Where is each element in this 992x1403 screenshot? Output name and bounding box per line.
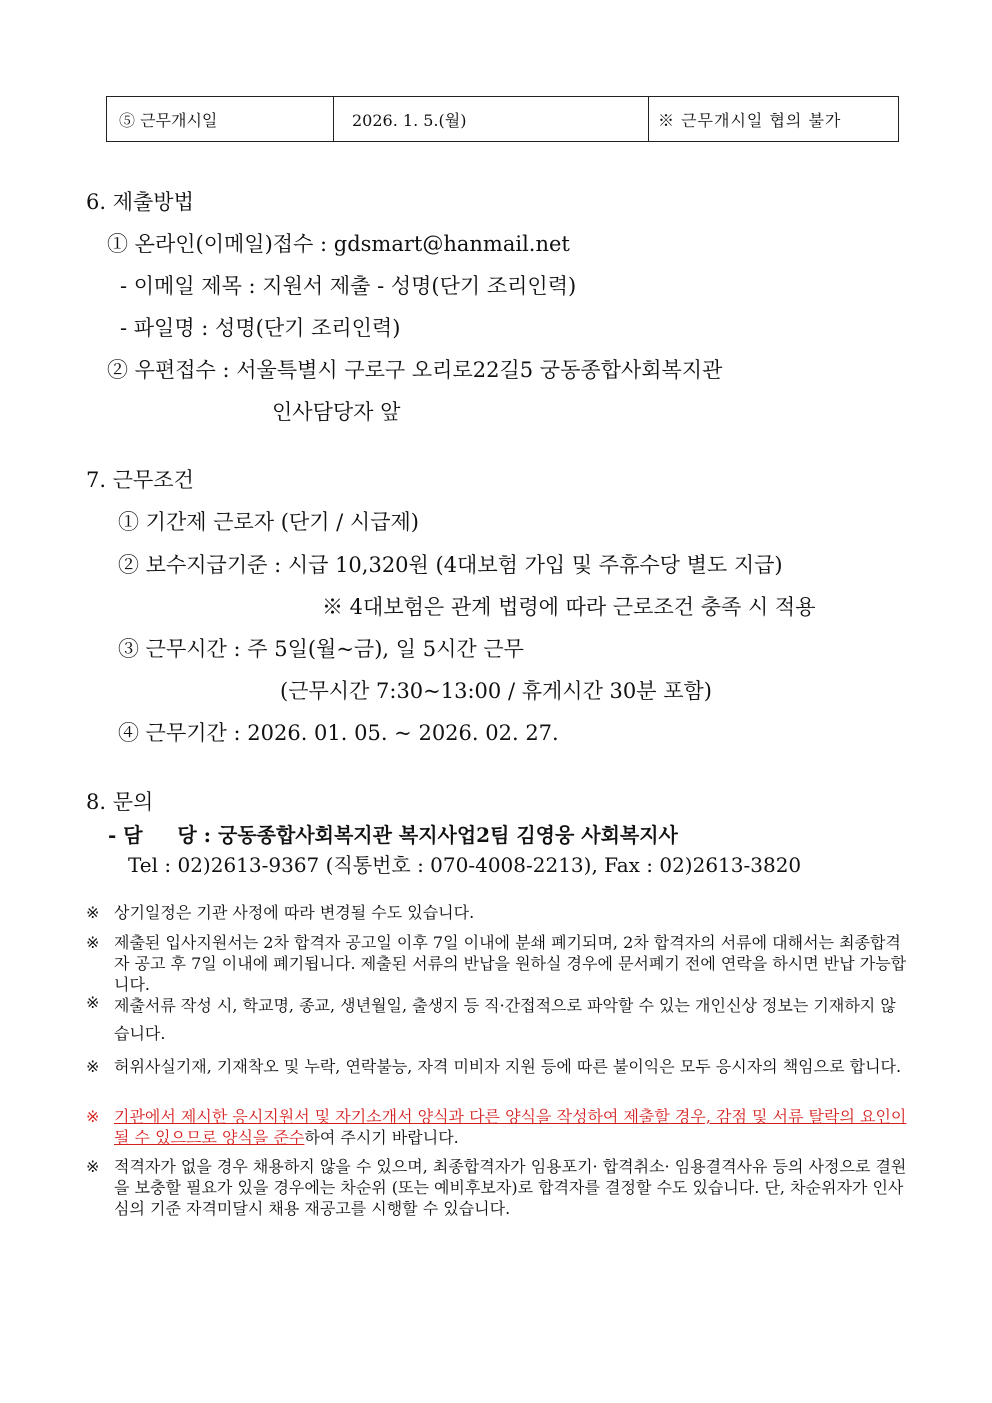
note-mark: ※ — [86, 1107, 100, 1126]
section-8-title: 8. 문의 — [86, 790, 154, 814]
start-date-note: ※ 근무개시일 협의 불가 — [658, 110, 842, 130]
work-hours: ③ 근무시간 : 주 5일(월~금), 일 5시간 근무 — [118, 637, 524, 661]
pay-standard: ② 보수지급기준 : 시급 10,320원 (4대보험 가입 및 주휴수당 별도 지급) — [118, 553, 783, 577]
note-6-text: 적격자가 없을 경우 채용하지 않을 수 있으며, 최종합격자가 임용포기· 합격취소· 임용결격사유 등의 사정으로 결원을 보충할 필요가 있을 경우에는 차순위 (또는 예비후보자)로 합격자를 결정할 수도 있습니다. 단, 차순위자가 인사심의 기준 자격미달시 채용 재공고를 시행할 수 있습니다. — [114, 1157, 907, 1218]
note-mark: ※ — [86, 1157, 100, 1176]
insurance-note: ※ 4대보험은 관계 법령에 따라 근로조건 충족 시 적용 — [322, 595, 816, 619]
note-6 — [86, 1156, 910, 1219]
note-2 — [86, 932, 910, 995]
note-1 — [86, 902, 910, 923]
submit-email-subject: - 이메일 제목 : 지원서 제출 - 성명(단기 조리인력) — [120, 274, 577, 298]
note-5-tail: 하여 주시기 바랍니다. — [304, 1128, 459, 1147]
submit-post-recipient: 인사담당자 앞 — [272, 400, 401, 424]
note-4 — [86, 1056, 910, 1077]
note-mark: ※ — [86, 1057, 100, 1076]
contact-phone-fax: Tel : 02)2613-9367 (직통번호 : 070-4008-2213), Fax : 02)2613-3820 — [128, 853, 802, 877]
note-mark: ※ — [86, 903, 100, 922]
submit-post: ② 우편접수 : 서울특별시 구로구 오리로22길5 궁동종합사회복지관 — [107, 358, 723, 382]
start-date-value: 2026. 1. 5.(월) — [334, 97, 649, 141]
submit-file-name: - 파일명 : 성명(단기 조리인력) — [120, 316, 401, 340]
section-7-title: 7. 근무조건 — [86, 468, 194, 492]
note-3 — [86, 992, 910, 1048]
note-2-text: 제출된 입사지원서는 2차 합격자 공고일 이후 7일 이내에 분쇄 폐기되며, 2차 합격자의 서류에 대해서는 최종합격자 공고 후 7일 이내에 폐기됩니다. 제출된 서류의 반납을 원하실 경우에 문서폐기 전에 연락을 하시면 반납 가능합니다. — [114, 933, 907, 994]
start-date-table — [106, 96, 899, 142]
note-5-warning: 기관에서 제시한 응시지원서 및 자기소개서 양식과 다른 양식을 작성하여 제출할 경우, 감점 및 서류 탈락의 요인이 될 수 있으므로 양식을 준수 — [114, 1107, 907, 1147]
note-1-text: 상기일정은 기관 사정에 따라 변경될 수도 있습니다. — [114, 903, 475, 922]
note-3-text: 제출서류 작성 시, 학교명, 종교, 생년월일, 출생지 등 직·간접적으로 파악할 수 있는 개인신상 정보는 기재하지 않습니다. — [114, 996, 896, 1043]
work-period: ④ 근무기간 : 2026. 01. 05. ~ 2026. 02. 27. — [118, 721, 559, 745]
note-mark: ※ — [86, 993, 100, 1012]
work-type: ① 기간제 근로자 (단기 / 시급제) — [118, 510, 419, 534]
submit-online: ① 온라인(이메일)접수 : gdsmart@hanmail.net — [107, 232, 570, 256]
note-4-text: 허위사실기재, 기재착오 및 누락, 연락불능, 자격 미비자 지원 등에 따른 불이익은 모두 응시자의 책임으로 합니다. — [114, 1057, 902, 1076]
section-6-title: 6. 제출방법 — [86, 190, 194, 214]
contact-person: - 담 당 : 궁동종합사회복지관 복지사업2팀 김영웅 사회복지사 — [108, 823, 678, 847]
work-hours-detail: (근무시간 7:30~13:00 / 휴게시간 30분 포함) — [280, 679, 712, 703]
note-mark: ※ — [86, 933, 100, 952]
note-5 — [86, 1106, 910, 1148]
start-date-label: ⑤ 근무개시일 — [107, 97, 334, 141]
